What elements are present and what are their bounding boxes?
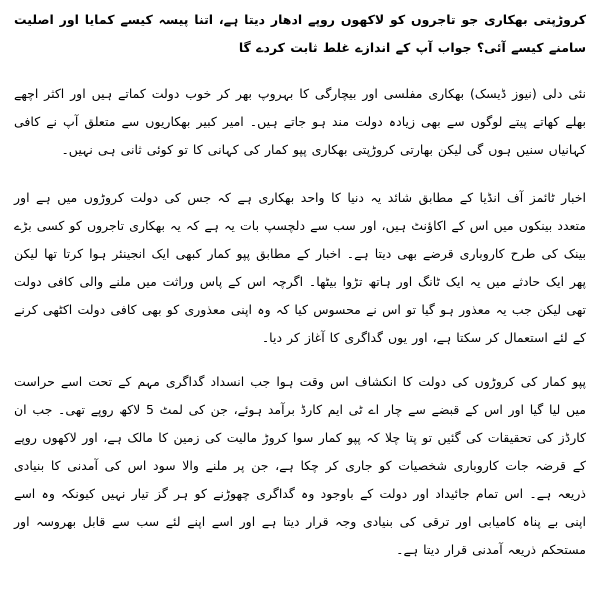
article-paragraph-1: اخبار ٹائمز آف انڈیا کے مطابق شائد یہ دنیا کا واحد بھکاری ہے کہ جس کی دولت کروڑوں میں ہے اور متعدد بینکوں میں اس کے اکاﺅنٹ ہیں، اور سب سے دلچسپ بات یہ ہے کہ یہ بھکاری تاجروں کو کسی بڑے بینک کی طرح کاروباری قرضے بھی دیتا ہے۔ اخبار کے مطابق پپو کمار کبھی ایک انجینئر ہوا کرتا تھا لیکن پھر ایک حادثے میں یہ ایک ٹانگ اور ہاتھ تڑوا بیٹھا۔ اگرچہ اس کے پاس وراثت میں ملنے والی کافی دولت تھی لیکن جب یہ معذور ہو گیا تو اس نے محسوس کیا کہ وہ اپنی معذوری کو بھی کافی دولت اکٹھی کرنے کے لئے استعمال کر سکتا ہے، اور یوں گداگری کا آغاز کر دیا۔ bbox=[14, 190, 586, 345]
article-lead-paragraph: نئی دلی (نیوز ڈیسک) بھکاری مفلسی اور بیچارگی کا بہروپ بھر کر خوب دولت کماتے ہیں اور اکثر اچھے بھلے کھاتے پیتے لوگوں سے بھی زیادہ دولت مند ہو جاتے ہیں۔ امیر کبیر بھکاریوں سے متعلق آپ نے کافی کہانیاں سنیں ہوں گی لیکن بھارتی کروڑپتی بھکاری پپو کمار کی کہانی کا تو کوئی ثانی ہی نہیں۔ bbox=[14, 86, 586, 157]
article-paragraph-2: پپو کمار کی کروڑوں کی دولت کا انکشاف اس وقت ہوا جب انسداد گداگری مہم کے تحت اسے حراست میں لیا گیا اور اس کے قبضے سے چار اے ٹی ایم کارڈ برآمد ہوئے، جن کی لمٹ 5 لاکھ روپے تھی۔ جب ان کارڈز کی تحقیقات کی گئیں تو پتا چلا کہ پپو کمار سوا کروڑ مالیت کی زمین کا مالک ہے، اور لاکھوں روپے کے قرضہ جات کاروباری شخصیات کو جاری کر چکا ہے، جن پر ملنے والا سود اس کی آمدنی کا بنیادی ذریعہ ہے۔ اس تمام جائیداد اور دولت کے باوجود وہ گداگری چھوڑنے کو ہر گز تیار نہیں کیونکہ وہ اسے اپنی بے پناہ کامیابی اور ترقی کی بنیادی وجہ قرار دیتا ہے اور اسے اپنے لئے سب سے قابل بھروسہ اور مستحکم ذریعہ آمدنی قرار دیتا ہے۔ bbox=[14, 374, 586, 557]
article-headline: کروڑپتی بھکاری جو تاجروں کو لاکھوں روپے ادھار دیتا ہے، اتنا پیسہ کیسے کمایا اور اصلیت سامنے کیسے آئی؟ جواب آپ کے اندازے غلط ثابت کردے گا bbox=[14, 12, 586, 55]
